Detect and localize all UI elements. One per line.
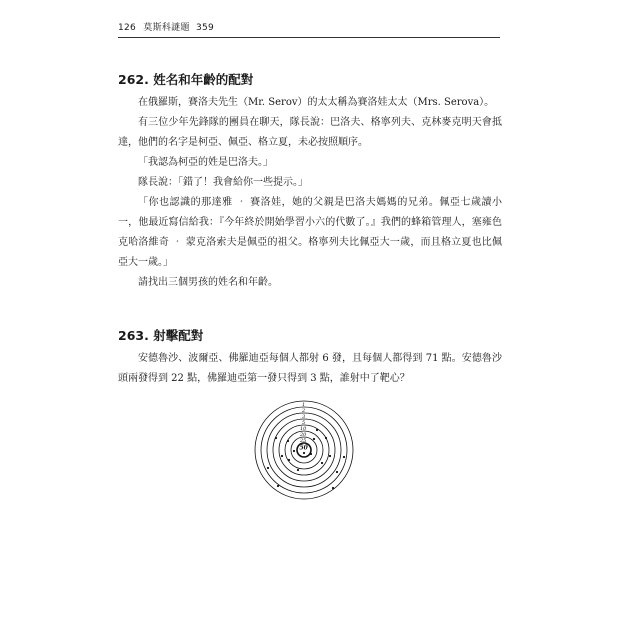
ring-value-label: 25: [300, 438, 307, 444]
header-rule: [118, 37, 500, 38]
page-number: 126: [118, 23, 137, 33]
bullet-hole: [281, 455, 283, 457]
ring-value-label: 20: [300, 432, 307, 438]
bullet-hole: [313, 438, 315, 440]
bullet-hole: [332, 487, 334, 489]
chapter-number: 359: [195, 23, 215, 33]
ring-value-label: 5: [302, 420, 306, 426]
bullet-hole: [310, 453, 312, 455]
ring-value-label: 3: [302, 414, 306, 420]
bullet-hole: [303, 452, 305, 454]
problem-262-paragraph: 在俄羅斯，賽洛夫先生（Mr. Serov）的太太稱為賽洛娃太太（Mrs. Serova）。: [138, 97, 495, 108]
bullet-hole: [343, 456, 345, 458]
problem-263-paragraph: 安德魯沙、波爾亞、佛羅迪亞每個人都射 6 發，且每個人都得到 71 點。安德魯沙頭兩發得到 22 點，佛羅迪亞第一發只得到 3 點，誰射中了靶心？: [118, 353, 502, 384]
bullet-hole: [316, 429, 318, 431]
bullet-hole: [325, 437, 327, 439]
running-header: [118, 20, 214, 33]
bullet-hole: [321, 462, 323, 464]
ring-value-label: 2: [302, 408, 306, 414]
shooting-target-figure: [254, 398, 354, 501]
ring-value-label: 10: [300, 426, 307, 432]
problem-262-paragraph: 請找出三個男孩的姓名和年齡。: [138, 277, 278, 288]
ring-value-label: 1: [302, 402, 306, 408]
problem-262-paragraph: 有三位少年先鋒隊的團員在聊天，隊長說：巴洛夫、格寧列夫、克林麥克明天會抵達，他們的名字是柯亞、佩亞、格立夏，未必按照順序。: [118, 117, 502, 148]
problem-262-paragraph: 「你也認識的那達雅 ‧ 賽洛娃，她的父親是巴洛夫媽媽的兄弟。佩亞七歲讀小一，他最近寫信給我：『今年終於開始學習小六的代數了。』我們的蜂箱管理人，塞雍色克哈洛維奇 ‧ 蒙克洛索夫是佩亞的祖父。格寧列夫比佩亞大一歲，而且格立夏也比佩亞大一歲。」: [118, 197, 502, 268]
problem-262: [118, 72, 502, 293]
problem-262-title: 262. 姓名和年齡的配對: [118, 72, 254, 87]
problem-263-title: 263. 射擊配對: [118, 328, 204, 343]
bullet-hole: [336, 471, 338, 473]
ring-value-labels: [299, 402, 309, 452]
bullet-hole: [267, 467, 269, 469]
bullet-hole: [287, 440, 289, 442]
shooting-target: [254, 398, 354, 501]
bullet-hole: [288, 459, 290, 461]
bullet-hole: [297, 469, 299, 471]
problem-262-paragraph: 隊長說：「錯了！我會給你一些提示。」: [138, 177, 308, 188]
bullet-hole: [275, 437, 277, 439]
book-title: 莫斯科謎題: [143, 23, 190, 33]
problem-263: [118, 328, 502, 389]
bullet-hole: [277, 485, 279, 487]
bullet-hole: [293, 450, 295, 452]
bullet-hole: [329, 455, 331, 457]
ring-value-label: 50: [299, 444, 308, 452]
problem-262-paragraph: 「我認為柯亞的姓是巴洛夫。」: [138, 157, 273, 168]
